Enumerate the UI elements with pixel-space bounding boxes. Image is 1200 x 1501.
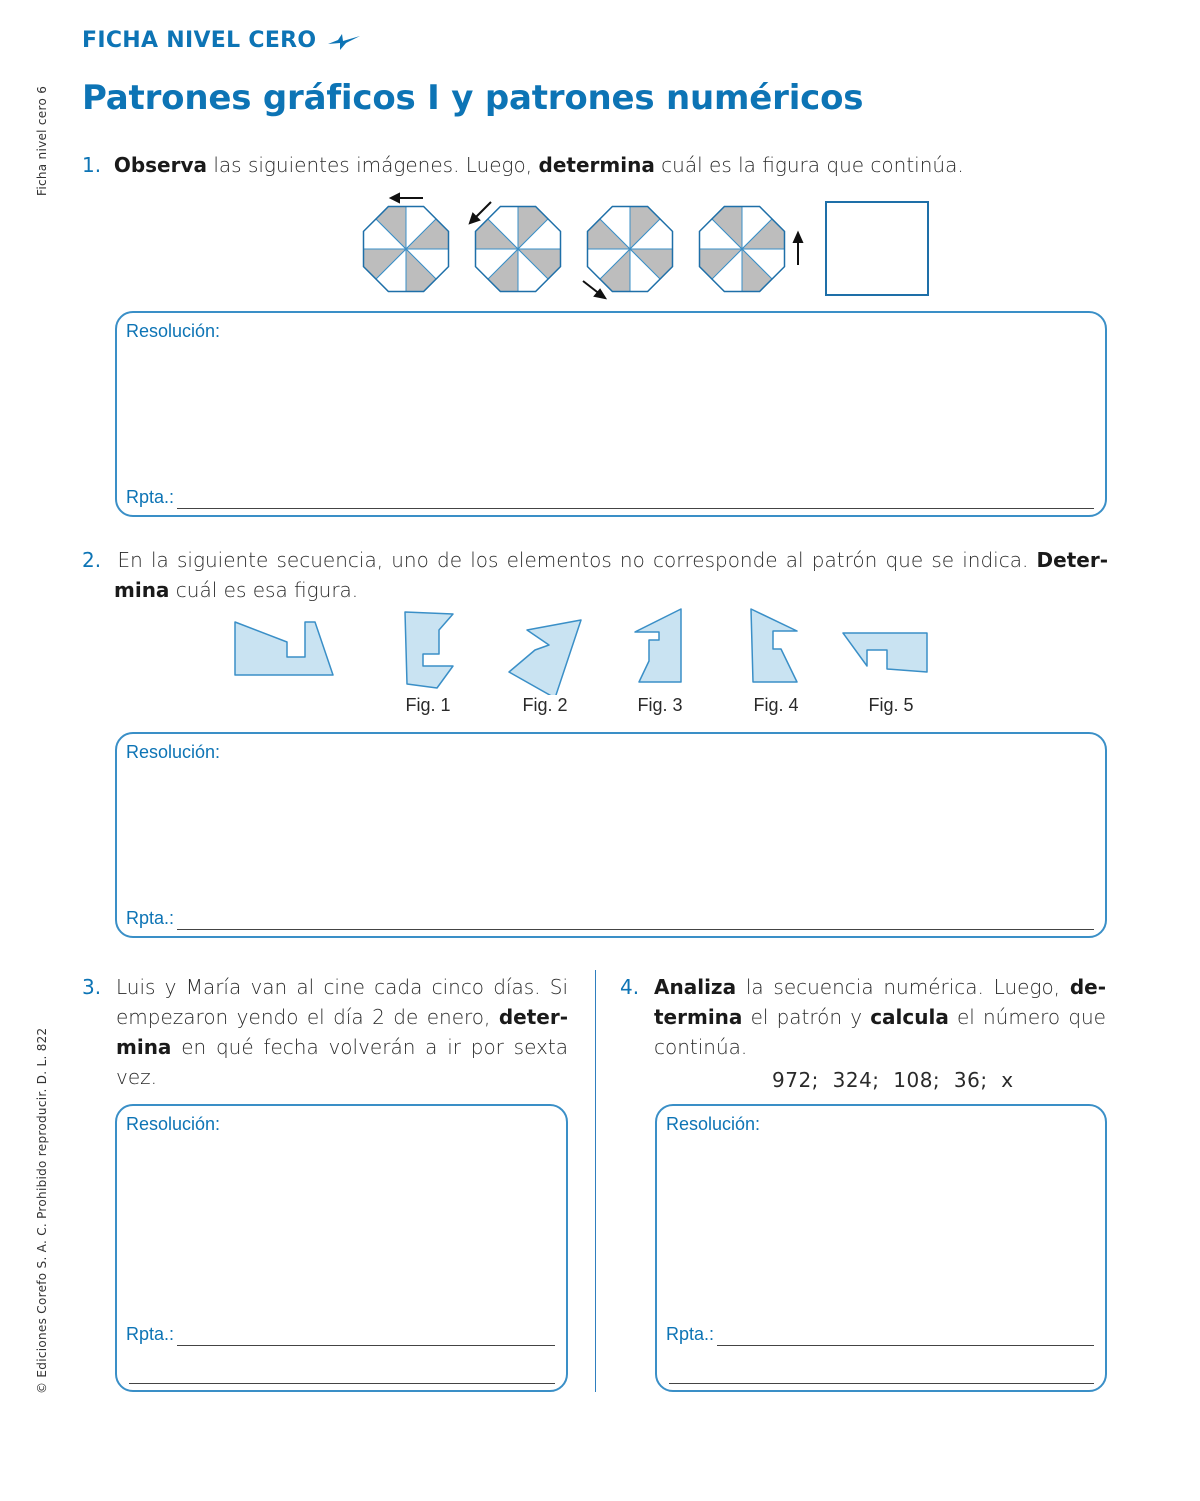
q2-text-2: cuál es esa figura. — [169, 578, 359, 602]
figure-2-shape — [509, 620, 581, 695]
side-text-top: Ficha nivel cero 6 — [35, 85, 49, 196]
fig-label-2: Fig. 2 — [522, 695, 568, 715]
page-title: Patrones gráficos I y patrones numéricos — [82, 78, 864, 118]
fig-label-1: Fig. 1 — [405, 695, 451, 715]
answer-square — [826, 202, 928, 295]
q1-text-1: las siguientes imágenes. Luego, — [207, 153, 539, 177]
fig-label-5: Fig. 5 — [868, 695, 914, 715]
fig-label-3: Fig. 3 — [637, 695, 683, 715]
octagon-2 — [476, 207, 561, 292]
answer-line-2[interactable] — [669, 1383, 1094, 1384]
q4-verb-2: de- — [1069, 975, 1106, 999]
question-3 — [82, 972, 570, 1092]
question-1 — [82, 150, 1112, 180]
q2-verb-1: Deter- — [1036, 548, 1109, 572]
figure-3-shape — [635, 609, 681, 682]
octagon-4 — [700, 207, 785, 292]
question-1-number: 1. — [82, 153, 102, 177]
answer-label: Rpta.: — [126, 908, 175, 928]
question-2-number: 2. — [82, 548, 102, 572]
figure-5-shape — [843, 633, 927, 672]
answer-label: Rpta.: — [126, 487, 175, 507]
q4-verb-1: Analiza — [654, 975, 737, 999]
resolution-label: Resolución: — [126, 321, 221, 341]
resolution-box-4[interactable] — [655, 1104, 1107, 1392]
q1-verb-1: Observa — [113, 153, 207, 177]
answer-line-2[interactable] — [129, 1383, 555, 1384]
answer-line[interactable] — [177, 929, 1094, 930]
q1-verb-2: determina — [538, 153, 655, 177]
side-text-copyright: © Ediciones Corefo S. A. C. Prohibido reproducir. D. L. 822 — [35, 1027, 49, 1394]
octagon-sequence — [355, 185, 945, 305]
q3-verb-1: deter- — [498, 1005, 568, 1029]
octagon-1 — [364, 207, 449, 292]
octagon-3 — [588, 207, 673, 292]
figure-4-shape — [751, 609, 797, 682]
answer-label: Rpta.: — [666, 1324, 715, 1344]
q4-text-3: el número que continúa. — [654, 1005, 1106, 1059]
resolution-label: Resolución: — [126, 742, 221, 762]
header-label: FICHA NIVEL CERO — [82, 28, 317, 53]
answer-line[interactable] — [717, 1345, 1094, 1346]
resolution-box-2[interactable] — [115, 732, 1107, 938]
answer-label: Rpta.: — [126, 1324, 175, 1344]
resolution-box-3[interactable] — [115, 1104, 568, 1392]
q3-text-2: en qué fecha volverán a ir por sexta vez. — [116, 1035, 568, 1089]
question-4 — [620, 972, 1110, 1062]
q4-text-1: la secuencia numérica. Luego, — [736, 975, 1070, 999]
resolution-label: Resolución: — [666, 1114, 761, 1134]
q4-text-2: el patrón y — [742, 1005, 871, 1029]
q2-text-1: En la siguiente secuencia, uno de los elementos no corresponde al patrón que se indica. — [117, 548, 1037, 572]
bird-icon — [326, 30, 362, 52]
worksheet-header — [82, 28, 362, 53]
q4-verb-3: termina — [654, 1005, 743, 1029]
question-4-number: 4. — [620, 975, 640, 999]
fig-label-4: Fig. 4 — [753, 695, 799, 715]
q2-verb-2: mina — [114, 578, 170, 602]
polygon-figures — [225, 600, 945, 695]
question-2 — [82, 545, 1112, 605]
q3-verb-2: mina — [116, 1035, 172, 1059]
q4-verb-4: calcula — [870, 1005, 949, 1029]
figure-0-shape — [235, 622, 333, 675]
answer-line[interactable] — [177, 508, 1094, 509]
column-divider — [595, 970, 596, 1392]
q3-text-1: Luis y María van al cine cada cinco días. Si empezaron yendo el día 2 de enero, — [116, 975, 568, 1029]
figure-1-shape — [405, 612, 453, 688]
resolution-label: Resolución: — [126, 1114, 221, 1134]
number-sequence: 972; 324; 108; 36; x — [772, 1068, 1014, 1092]
question-3-number: 3. — [82, 975, 102, 999]
resolution-box-1[interactable] — [115, 311, 1107, 517]
answer-line[interactable] — [177, 1345, 555, 1346]
q1-text-2: cuál es la figura que continúa. — [654, 153, 964, 177]
